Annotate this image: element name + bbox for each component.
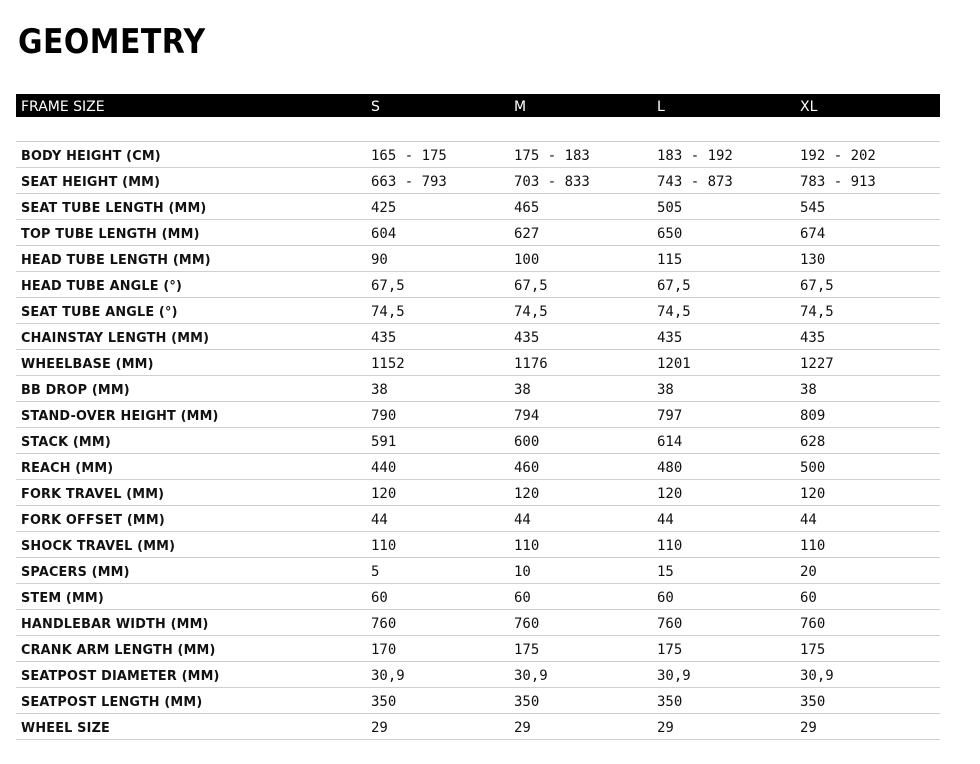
row-label: HANDLEBAR WIDTH (MM) <box>21 616 209 632</box>
row-value-m: 44 <box>514 512 531 528</box>
row-value-l: 614 <box>657 434 683 450</box>
row-value-xl: 500 <box>800 460 826 476</box>
row-label-cell <box>16 691 371 710</box>
table-row <box>16 168 940 194</box>
row-value-xl: 60 <box>800 590 817 606</box>
value-cell-m <box>514 379 657 398</box>
row-value-s: 790 <box>371 408 397 424</box>
row-value-s: 435 <box>371 330 397 346</box>
geometry-table <box>16 94 940 740</box>
table-row <box>16 298 940 324</box>
row-label: STAND-OVER HEIGHT (MM) <box>21 408 219 424</box>
value-cell-l <box>657 587 800 606</box>
row-value-l: 15 <box>657 564 674 580</box>
value-cell-m <box>514 275 657 294</box>
header-frame-size-cell <box>16 96 371 115</box>
value-cell-l <box>657 171 800 190</box>
row-value-l: 74,5 <box>657 304 691 320</box>
table-row <box>16 506 940 532</box>
row-label: FORK OFFSET (MM) <box>21 512 165 528</box>
row-label-cell <box>16 561 371 580</box>
row-value-s: 67,5 <box>371 278 405 294</box>
table-body <box>16 142 940 740</box>
value-cell-xl <box>800 431 940 450</box>
value-cell-m <box>514 223 657 242</box>
row-label-cell <box>16 249 371 268</box>
table-row <box>16 350 940 376</box>
row-value-m: 703 - 833 <box>514 174 590 190</box>
row-label-cell <box>16 405 371 424</box>
row-value-m: 30,9 <box>514 668 548 684</box>
row-value-l: 30,9 <box>657 668 691 684</box>
value-cell-l <box>657 431 800 450</box>
header-size-m: M <box>514 99 527 115</box>
row-value-xl: 130 <box>800 252 826 268</box>
table-row <box>16 610 940 636</box>
table-row <box>16 636 940 662</box>
value-cell-m <box>514 457 657 476</box>
value-cell-m <box>514 561 657 580</box>
row-label-cell <box>16 353 371 372</box>
row-value-l: 480 <box>657 460 683 476</box>
value-cell-s <box>371 145 514 164</box>
value-cell-xl <box>800 249 940 268</box>
row-label: SEATPOST LENGTH (MM) <box>21 694 203 710</box>
value-cell-s <box>371 691 514 710</box>
value-cell-xl <box>800 145 940 164</box>
value-cell-l <box>657 197 800 216</box>
value-cell-s <box>371 197 514 216</box>
row-value-xl: 67,5 <box>800 278 834 294</box>
value-cell-m <box>514 171 657 190</box>
value-cell-s <box>371 613 514 632</box>
table-row <box>16 272 940 298</box>
row-value-m: 120 <box>514 486 540 502</box>
row-value-s: 60 <box>371 590 388 606</box>
row-value-l: 743 - 873 <box>657 174 733 190</box>
value-cell-s <box>371 275 514 294</box>
table-row <box>16 480 940 506</box>
row-value-l: 760 <box>657 616 683 632</box>
row-value-s: 38 <box>371 382 388 398</box>
value-cell-m <box>514 639 657 658</box>
row-value-xl: 30,9 <box>800 668 834 684</box>
row-value-xl: 1227 <box>800 356 834 372</box>
table-row <box>16 532 940 558</box>
value-cell-l <box>657 561 800 580</box>
value-cell-xl <box>800 717 940 736</box>
row-value-l: 435 <box>657 330 683 346</box>
row-value-l: 110 <box>657 538 683 554</box>
value-cell-l <box>657 483 800 502</box>
value-cell-s <box>371 353 514 372</box>
row-label-cell <box>16 613 371 632</box>
row-value-xl: 175 <box>800 642 826 658</box>
table-row <box>16 142 940 168</box>
row-label: SEATPOST DIAMETER (MM) <box>21 668 220 684</box>
row-value-l: 650 <box>657 226 683 242</box>
row-value-s: 74,5 <box>371 304 405 320</box>
row-label: WHEELBASE (MM) <box>21 356 154 372</box>
row-label: SEAT TUBE ANGLE (°) <box>21 304 178 320</box>
row-value-s: 90 <box>371 252 388 268</box>
value-cell-s <box>371 405 514 424</box>
value-cell-xl <box>800 457 940 476</box>
value-cell-s <box>371 561 514 580</box>
value-cell-m <box>514 691 657 710</box>
header-size-m-cell <box>514 96 657 115</box>
page-title: GEOMETRY <box>18 22 206 62</box>
row-label: STACK (MM) <box>21 434 111 450</box>
value-cell-m <box>514 587 657 606</box>
table-row <box>16 220 940 246</box>
row-label: SEAT HEIGHT (MM) <box>21 174 161 190</box>
value-cell-s <box>371 249 514 268</box>
row-label-cell <box>16 483 371 502</box>
row-value-l: 505 <box>657 200 683 216</box>
row-value-l: 115 <box>657 252 683 268</box>
row-label: WHEEL SIZE <box>21 720 111 736</box>
row-value-l: 44 <box>657 512 674 528</box>
row-label-cell <box>16 639 371 658</box>
value-cell-l <box>657 717 800 736</box>
value-cell-l <box>657 613 800 632</box>
header-frame-size-label: FRAME SIZE <box>21 99 105 115</box>
value-cell-s <box>371 483 514 502</box>
row-value-m: 60 <box>514 590 531 606</box>
row-value-m: 460 <box>514 460 540 476</box>
row-value-xl: 628 <box>800 434 826 450</box>
row-value-m: 760 <box>514 616 540 632</box>
table-row <box>16 584 940 610</box>
value-cell-xl <box>800 639 940 658</box>
value-cell-xl <box>800 171 940 190</box>
row-value-xl: 110 <box>800 538 826 554</box>
value-cell-l <box>657 223 800 242</box>
row-label-cell <box>16 275 371 294</box>
row-value-xl: 674 <box>800 226 826 242</box>
value-cell-s <box>371 717 514 736</box>
row-label: HEAD TUBE ANGLE (°) <box>21 278 183 294</box>
row-label-cell <box>16 197 371 216</box>
value-cell-xl <box>800 509 940 528</box>
row-value-m: 794 <box>514 408 540 424</box>
row-value-s: 120 <box>371 486 397 502</box>
value-cell-xl <box>800 613 940 632</box>
row-value-l: 1201 <box>657 356 691 372</box>
row-label: CHAINSTAY LENGTH (MM) <box>21 330 210 346</box>
row-value-s: 440 <box>371 460 397 476</box>
value-cell-l <box>657 353 800 372</box>
row-value-s: 760 <box>371 616 397 632</box>
row-value-m: 600 <box>514 434 540 450</box>
row-value-m: 465 <box>514 200 540 216</box>
header-size-s-cell <box>371 96 514 115</box>
row-label: TOP TUBE LENGTH (MM) <box>21 226 200 242</box>
value-cell-l <box>657 327 800 346</box>
value-cell-l <box>657 275 800 294</box>
row-value-xl: 74,5 <box>800 304 834 320</box>
row-value-l: 175 <box>657 642 683 658</box>
row-value-l: 350 <box>657 694 683 710</box>
value-cell-m <box>514 509 657 528</box>
value-cell-xl <box>800 353 940 372</box>
table-row <box>16 454 940 480</box>
row-label-cell <box>16 587 371 606</box>
value-cell-xl <box>800 561 940 580</box>
row-label-cell <box>16 665 371 684</box>
value-cell-m <box>514 431 657 450</box>
value-cell-l <box>657 639 800 658</box>
value-cell-s <box>371 379 514 398</box>
value-cell-m <box>514 717 657 736</box>
row-label-cell <box>16 171 371 190</box>
row-label: STEM (MM) <box>21 590 104 606</box>
header-size-s: S <box>371 99 380 115</box>
row-value-m: 175 - 183 <box>514 148 590 164</box>
row-value-m: 10 <box>514 564 531 580</box>
table-row <box>16 324 940 350</box>
row-value-l: 797 <box>657 408 683 424</box>
value-cell-xl <box>800 665 940 684</box>
row-value-xl: 435 <box>800 330 826 346</box>
row-value-l: 38 <box>657 382 674 398</box>
value-cell-s <box>371 665 514 684</box>
value-cell-s <box>371 327 514 346</box>
row-value-s: 170 <box>371 642 397 658</box>
value-cell-s <box>371 509 514 528</box>
row-value-m: 100 <box>514 252 540 268</box>
row-value-l: 29 <box>657 720 674 736</box>
row-value-s: 663 - 793 <box>371 174 447 190</box>
row-label-cell <box>16 327 371 346</box>
row-value-m: 435 <box>514 330 540 346</box>
table-row <box>16 194 940 220</box>
value-cell-l <box>657 405 800 424</box>
value-cell-xl <box>800 223 940 242</box>
value-cell-s <box>371 639 514 658</box>
value-cell-xl <box>800 587 940 606</box>
value-cell-s <box>371 301 514 320</box>
row-value-l: 60 <box>657 590 674 606</box>
value-cell-m <box>514 301 657 320</box>
row-label: CRANK ARM LENGTH (MM) <box>21 642 216 658</box>
value-cell-s <box>371 223 514 242</box>
row-value-s: 5 <box>371 564 380 580</box>
value-cell-s <box>371 457 514 476</box>
row-value-l: 183 - 192 <box>657 148 733 164</box>
value-cell-xl <box>800 275 940 294</box>
row-label-cell <box>16 717 371 736</box>
header-size-xl: XL <box>800 99 818 115</box>
value-cell-xl <box>800 197 940 216</box>
header-size-l-cell <box>657 96 800 115</box>
row-value-s: 1152 <box>371 356 405 372</box>
row-value-s: 591 <box>371 434 397 450</box>
table-header <box>16 94 940 117</box>
row-value-m: 1176 <box>514 356 548 372</box>
row-value-xl: 29 <box>800 720 817 736</box>
row-label-cell <box>16 301 371 320</box>
value-cell-l <box>657 145 800 164</box>
value-cell-m <box>514 665 657 684</box>
row-label-cell <box>16 145 371 164</box>
row-label: HEAD TUBE LENGTH (MM) <box>21 252 211 268</box>
row-value-xl: 809 <box>800 408 826 424</box>
row-label-cell <box>16 535 371 554</box>
value-cell-s <box>371 535 514 554</box>
row-label: FORK TRAVEL (MM) <box>21 486 165 502</box>
row-label-cell <box>16 223 371 242</box>
row-value-s: 30,9 <box>371 668 405 684</box>
row-value-s: 29 <box>371 720 388 736</box>
value-cell-xl <box>800 535 940 554</box>
value-cell-l <box>657 535 800 554</box>
row-label-cell <box>16 509 371 528</box>
value-cell-l <box>657 249 800 268</box>
row-value-l: 67,5 <box>657 278 691 294</box>
row-value-s: 425 <box>371 200 397 216</box>
row-label-cell <box>16 457 371 476</box>
row-value-s: 604 <box>371 226 397 242</box>
row-value-l: 120 <box>657 486 683 502</box>
value-cell-l <box>657 379 800 398</box>
row-value-xl: 44 <box>800 512 817 528</box>
value-cell-m <box>514 249 657 268</box>
table-row <box>16 688 940 714</box>
value-cell-xl <box>800 405 940 424</box>
row-value-xl: 783 - 913 <box>800 174 876 190</box>
value-cell-xl <box>800 327 940 346</box>
table-spacer <box>16 117 940 142</box>
row-value-xl: 192 - 202 <box>800 148 876 164</box>
row-label: SHOCK TRAVEL (MM) <box>21 538 176 554</box>
value-cell-m <box>514 353 657 372</box>
value-cell-xl <box>800 379 940 398</box>
row-label: BODY HEIGHT (CM) <box>21 148 161 164</box>
row-label: SPACERS (MM) <box>21 564 130 580</box>
row-value-xl: 38 <box>800 382 817 398</box>
value-cell-m <box>514 197 657 216</box>
value-cell-m <box>514 405 657 424</box>
value-cell-m <box>514 145 657 164</box>
table-row <box>16 376 940 402</box>
row-value-m: 38 <box>514 382 531 398</box>
row-label-cell <box>16 431 371 450</box>
table-row <box>16 714 940 740</box>
value-cell-l <box>657 509 800 528</box>
row-value-xl: 20 <box>800 564 817 580</box>
row-label: SEAT TUBE LENGTH (MM) <box>21 200 207 216</box>
value-cell-l <box>657 691 800 710</box>
value-cell-m <box>514 327 657 346</box>
table-row <box>16 402 940 428</box>
row-value-m: 74,5 <box>514 304 548 320</box>
value-cell-l <box>657 457 800 476</box>
table-row <box>16 246 940 272</box>
value-cell-s <box>371 431 514 450</box>
value-cell-xl <box>800 691 940 710</box>
header-size-l: L <box>657 99 665 115</box>
value-cell-s <box>371 171 514 190</box>
row-value-m: 627 <box>514 226 540 242</box>
header-size-xl-cell <box>800 96 940 115</box>
row-label: BB DROP (MM) <box>21 382 130 398</box>
row-value-m: 110 <box>514 538 540 554</box>
row-value-m: 350 <box>514 694 540 710</box>
value-cell-m <box>514 483 657 502</box>
row-value-xl: 760 <box>800 616 826 632</box>
value-cell-l <box>657 665 800 684</box>
row-label-cell <box>16 379 371 398</box>
row-label: REACH (MM) <box>21 460 114 476</box>
row-value-m: 175 <box>514 642 540 658</box>
value-cell-l <box>657 301 800 320</box>
table-row <box>16 558 940 584</box>
row-value-s: 350 <box>371 694 397 710</box>
table-row <box>16 428 940 454</box>
row-value-s: 44 <box>371 512 388 528</box>
row-value-s: 110 <box>371 538 397 554</box>
table-row <box>16 662 940 688</box>
row-value-xl: 545 <box>800 200 826 216</box>
row-value-m: 29 <box>514 720 531 736</box>
row-value-xl: 120 <box>800 486 826 502</box>
value-cell-m <box>514 535 657 554</box>
value-cell-xl <box>800 301 940 320</box>
value-cell-s <box>371 587 514 606</box>
row-value-xl: 350 <box>800 694 826 710</box>
value-cell-xl <box>800 483 940 502</box>
row-value-m: 67,5 <box>514 278 548 294</box>
value-cell-m <box>514 613 657 632</box>
row-value-s: 165 - 175 <box>371 148 447 164</box>
